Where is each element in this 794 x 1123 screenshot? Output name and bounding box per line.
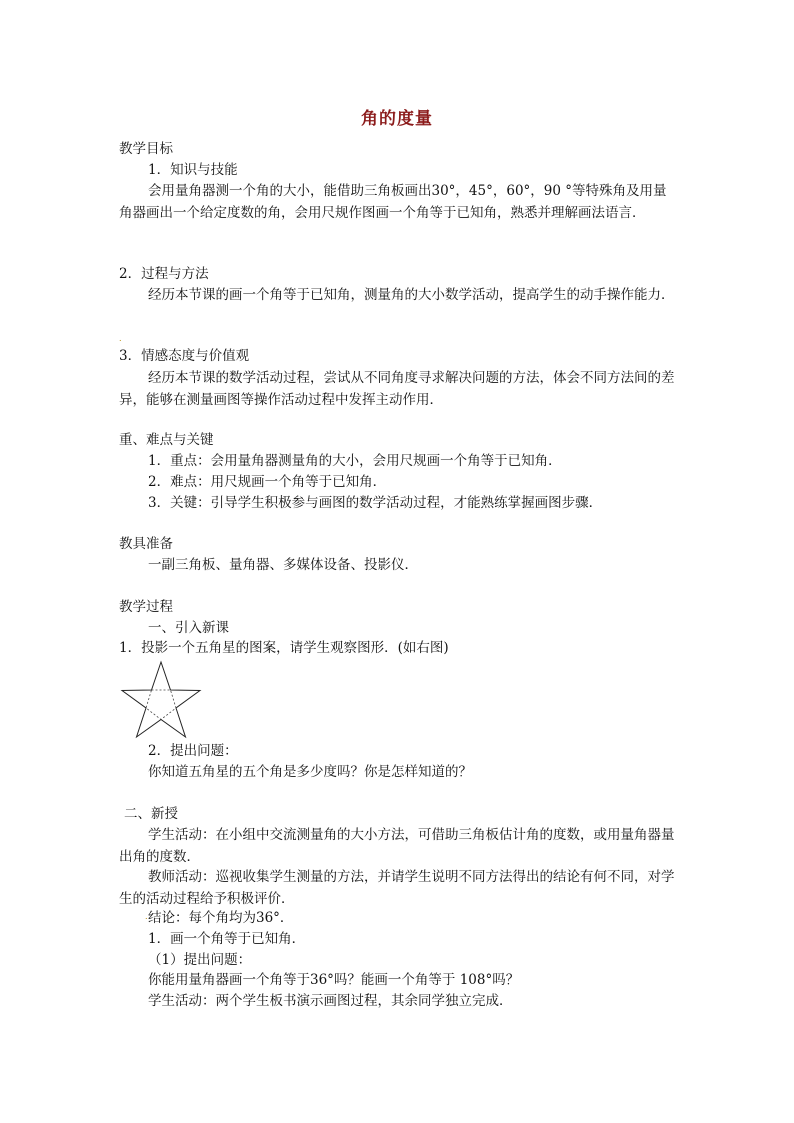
process-part1: 一、引入新课: [148, 620, 229, 636]
stray-dot-mark: .: [145, 912, 148, 921]
goals-heading: 教学目标: [119, 141, 173, 157]
draw-title: 1．画一个角等于已知角．: [148, 931, 306, 947]
keys-item: 3．关键：引导学生积极参与画图的数学活动过程，才能熟练掌握画图步骤．: [148, 495, 603, 511]
process-question: 你知道五角星的五个角是多少度吗？你是怎样知道的？: [148, 764, 472, 780]
draw-activity: 学生活动：两个学生板书演示画图过程，其余同学独立完成．: [148, 993, 513, 1009]
process-heading: 教学过程: [119, 599, 173, 615]
teacher-activity: 教师活动：巡视收集学生测量的方法，并请学生说明不同方法得出的结论有何不同，对学生的活动过程给予积极评价．: [119, 869, 675, 907]
page-title: 角的度量: [361, 109, 433, 129]
keys-item: 1．重点：会用量角器测量角的大小，会用尺规画一个角等于已知角．: [148, 453, 562, 469]
draw-question-title: （1）提出问题：: [148, 952, 252, 968]
star-outline: [122, 662, 200, 737]
tools-text: 一副三角板、量角器、多媒体设备、投影仪．: [148, 557, 418, 573]
five-pointed-star-figure: [120, 660, 202, 740]
stray-dot-mark: .: [119, 334, 122, 343]
process-part2: 二、新授: [124, 806, 178, 822]
conclusion: 结论：每个角均为36°．: [148, 910, 294, 926]
goals-s1-title: 1．知识与技能: [148, 162, 238, 178]
goals-s2-title: 2．过程与方法: [119, 266, 209, 282]
goals-s3-title: 3．情感态度与价值观: [119, 348, 250, 364]
process-step1: 1．投影一个五角星的图案，请学生观察图形．(如右图): [119, 640, 449, 656]
process-step2: 2．提出问题：: [148, 743, 238, 759]
student-activity: 学生活动：在小组中交流测量角的大小方法，可借助三角板估计角的度数，或用量角器量出角的度数．: [119, 827, 675, 865]
tools-heading: 教具准备: [119, 536, 173, 552]
goals-s2-text: 经历本节课的画一个角等于已知角，测量角的大小数学活动，提高学生的动手操作能力．: [148, 287, 675, 303]
goals-s1-text: 会用量角器测一个角的大小，能借助三角板画出30°，45°，60°，90 °等特殊角及用量角器画出一个给定度数的角，会用尺规作图画一个角等于已知角，熟悉并理解画法语言．: [119, 183, 667, 221]
keys-heading: 重、难点与关键: [119, 432, 214, 448]
draw-question: 你能用量角器画一个角等于36°吗？能画一个角等于 108°吗？: [148, 972, 520, 988]
star-inner-pentagon: [146, 690, 176, 720]
keys-item: 2．难点：用尺规画一个角等于已知角．: [148, 474, 387, 490]
goals-s3-text: 经历本节课的数学活动过程，尝试从不同角度寻求解决问题的方法，体会不同方法间的差异，能够在测量画图等操作活动过程中发挥主动作用．: [119, 370, 675, 408]
